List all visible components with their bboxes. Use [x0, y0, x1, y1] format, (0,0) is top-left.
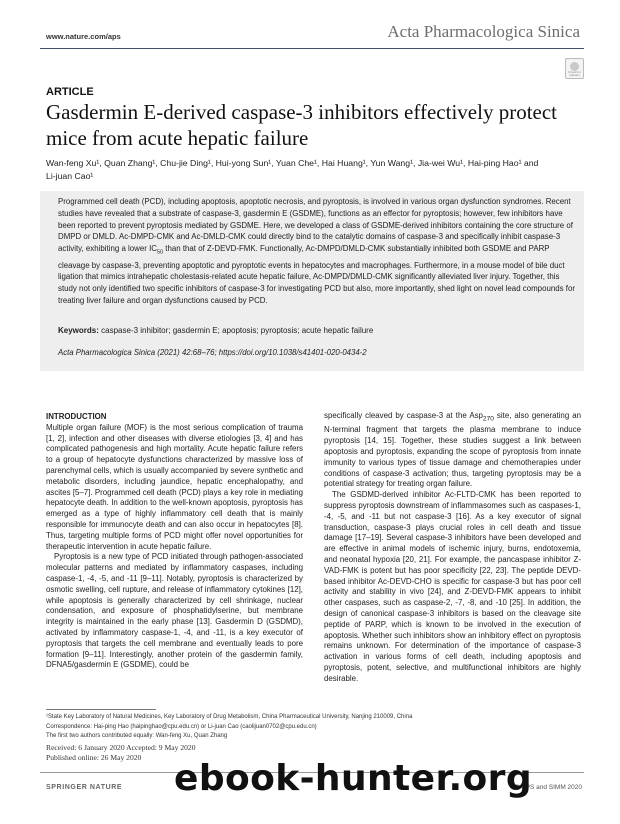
author-line-2: Li-juan Cao¹: [46, 171, 94, 181]
body-column-right: [324, 411, 581, 685]
footnote-divider: [46, 709, 156, 710]
intro-paragraph-2: Pyroptosis is a new type of PCD initiated through pathogen-associated molecular patterns and mediated by inflammatory caspases, including caspase-1, -4, -5, and -11 [9–11]. Notably, pyroptosis is characterized by osmotic swelling, cell rupture, and release of inflammatory cytokines [12], while apoptosis is generally characterized by cell shrinkage, nuclear condensation, and exposure of phosphatidylserine, but membrane integrity is maintained in the early phase [13]. Gasdermin D (GSDMD), activated by inflammatory caspase-1, -4, and -11, is a key executor of pyroptosis that targets the cell membrane and eventually leads to pore formation [9–11]. Interestingly, another protein of the gasdermin family, DFNA5/gasdermin E (GSDME), could be: [46, 552, 303, 670]
abstract-part-2: than that of Z-DEVD-FMK. Functionally, Ac-DMPD/DMLD-CMK substantially inhibited both GSDME and PARP cleavage by caspase-3, preventing apoptotic and pyroptotic events in hepatocytes and macrophages. Furthermore, in a mouse model of bile duct ligation that mimics intrahepatic cholestasis-related acute hepatic failure, Ac-DMPD/DMLD-CMK significantly alleviated liver injury. Together, this study not only identified two specific inhibitors of caspase-3 for investigating PCD but also, more importantly, shed light on novel lead compounds for treating liver failure and organ dysfunctions caused by PCD.: [58, 244, 575, 305]
asp270-subscript: 270: [482, 415, 494, 423]
site-url[interactable]: www.nature.com/aps: [46, 32, 121, 41]
author-line-1: Wan-feng Xu¹, Quan Zhang¹, Chu-jie Ding¹, Hui-yong Sun¹, Yuan Che¹, Hai Huang¹, Yun Wang¹, Jia-wei Wu¹, Hai-ping Hao¹ and: [46, 158, 539, 168]
article-type-label: ARTICLE: [46, 86, 94, 98]
affiliation: ¹State Key Laboratory of Natural Medicines, Key Laboratory of Drug Metabolism, China Pharmaceutical University, Nanjing 210009, China: [46, 714, 413, 720]
author-list: [46, 157, 586, 183]
keywords-list: caspase-3 inhibitor; gasdermin E; apoptosis; pyroptosis; acute hepatic failure: [101, 326, 374, 335]
footnotes: [46, 713, 586, 742]
correspondence: Correspondence: Hai-ping Hao (haipinghao@cpu.edu.cn) or Li-juan Cao (caolijuan0702@cpu.edu.cn): [46, 723, 317, 730]
body-column-left: [46, 412, 303, 671]
abstract-text: [58, 196, 576, 307]
ic50-subscript: 50: [156, 249, 164, 256]
right-paragraph-1-part-2: site, also generating an N-terminal fragment that targets the plasma membrane to induce pyroptosis [14, 15]. Together, these studies suggest a link between apoptosis and pyroptosis, expanding the scope of pyroptosis from innate immunity to various types of tissue damage and chemotherapies under conditions of caspase-3 activation; thus, targeting pyroptosis may be a potential strategy for treating organ failure.: [324, 411, 581, 489]
intro-paragraph-1: Multiple organ failure (MOF) is the most serious complication of trauma [1, 2], infection and other diseases with diverse etiologies [3, 4] and has complicated pathogenesis and high mortality. Acute hepatic failure refers to a group of hepatocyte dysfunctions characterized by massive loss of parenchymal cells, which is usually accompanied by severe synthetic and metabolic disorders, including jaundice, hepatic encephalopathy, and ascites [5–7]. Programmed cell death (PCD) plays a key role in mediating hepatocyte death. In addition to the well-known apoptosis, pyroptosis has emerged as a type of highly inflammatory cell death that is mainly responsible for immunocyte death and can also occur in hepatocytes [8]. Thus, targeting multiple forms of PCD might offer novel opportunities for therapeutic intervention in acute hepatic failure.: [46, 422, 303, 551]
check-for-updates-badge[interactable]: [565, 58, 584, 79]
citation-journal: Acta Pharmacologica Sinica: [58, 348, 156, 357]
published-date: Published online: 26 May 2020: [46, 753, 142, 762]
intro-heading: INTRODUCTION: [46, 412, 107, 421]
received-accepted-dates: Received: 6 January 2020 Accepted: 9 May 2020: [46, 743, 196, 752]
keywords: [58, 326, 576, 335]
right-paragraph-1-part-1: specifically cleaved by caspase-3 at the Asp: [324, 411, 483, 420]
right-paragraph-1: [324, 411, 581, 490]
citation: [58, 348, 576, 357]
header-divider: [40, 48, 584, 49]
abstract-part-1: Programmed cell death (PCD), including apoptosis, apoptotic necrosis, and pyroptosis, is involved in various organ dysfunction syndromes. Recent studies have revealed that a substrate of caspase-3, gasdermin E (GSDME), functions as an effector for pyroptosis; however, few inhibitors have been reported to prevent pyroptosis mediated by GSDME. Here, we developed a class of GSDME-derived inhibitors containing the core structure of DMPD or DMLD. Ac-DMPD-CMK and Ac-DMLD-CMK could directly bind to the catalytic domains of caspase-3 and specifically inhibit caspase-3 activity, exhibiting a lower IC: [58, 197, 573, 254]
copyright: © CPS and SIMM 2020: [514, 784, 582, 791]
article-title: Gasdermin E-derived caspase-3 inhibitors effectively protect mice from acute hepatic failure: [46, 100, 558, 150]
keywords-label: Keywords:: [58, 326, 99, 335]
check-for-updates-label: Check for updates: [568, 70, 581, 77]
watermark-text: ebook-hunter.org: [174, 758, 532, 799]
right-paragraph-2: The GSDMD-derived inhibitor Ac-FLTD-CMK has been reported to suppress pyroptosis downstream of inflammasomes such as caspases-1, -4, -5, and -11 but not caspase-3 [16]. As a key executor of signal transduction, caspase-3 plays crucial roles in cell death and tissue damage [17–19]. Several caspase-3 inhibitors have been developed and are effective in animal models of ischemic injury, burns, endotoxemia, and neonatal hypoxia [20, 21]. For example, the pancaspase inhibitor Z-VAD-FMK is potent but has poor specificity [22, 23]. The peptide DEVD-based inhibitor Ac-DEVD-CHO is specific for caspase-3 but has poor cell activity and stability in vivo [24], and Z-DEVD-FMK appears to inhibit other caspases, such as caspase-2, -7, -8, and -10 [25]. In addition, the design of canonical caspase-3 inhibitors is based on the cleavage site peptide of PARP, which is known to be involved in the execution of apoptosis. Whether such inhibitors show an inhibitory effect on pyroptosis remains unknown. For determination of the importance of caspase-3 activation in various forms of cell death, including apoptosis and pyroptosis, potent, selective, and multifunctional inhibitors are highly desirable.: [324, 490, 581, 683]
publisher-logo: SPRINGER NATURE: [46, 784, 123, 791]
citation-doi[interactable]: (2021) 42:68–76; https://doi.org/10.1038/s41401-020-0434-2: [155, 348, 367, 357]
journal-name: Acta Pharmacologica Sinica: [387, 22, 580, 41]
equal-contribution-note: The first two authors contributed equally: Wan-feng Xu, Quan Zhang: [46, 733, 228, 739]
